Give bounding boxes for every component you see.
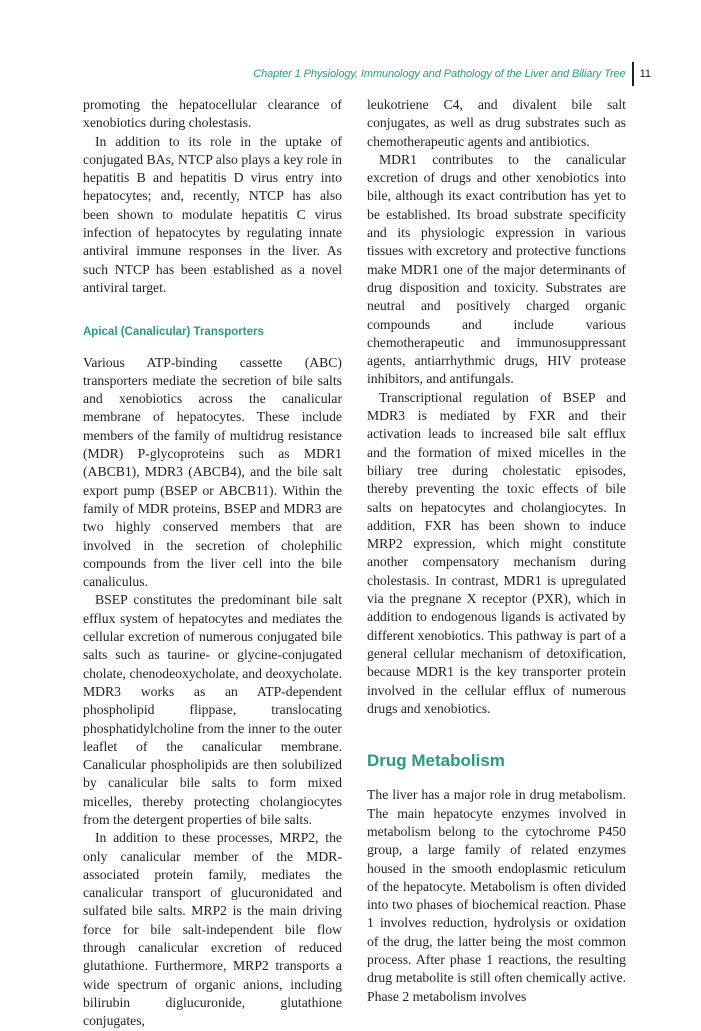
chapter-title: Chapter 1 Physiology, Immunology and Pathology of the Liver and Biliary Tree [253, 68, 626, 80]
paragraph: BSEP constitutes the predominant bile salt efflux system of hepatocytes and mediates the cellular excretion of numerous conjugated bile salts such as taurine- or glycine-conjugated cholate, chenodeoxycholate, and deoxycholate. MDR3 works as an ATP-dependent phospholipid flippase, translocating phosphatidylcholine from the inner to the outer leaflet of the canalicular membrane. Canalicular phospholipids are then solubilized by canalicular bile salts to form mixed micelles, thereby protecting cholangiocytes from the detergent properties of bile salts. [83, 592, 342, 827]
paragraph: Transcriptional regulation of BSEP and MDR3 is mediated by FXR and their activation leads to increased bile salt efflux and the formation of mixed micelles in the biliary tree during cholestatic episodes, thereby preventing the toxic effects of bile salts on hepatocytes and cholangiocytes. In addition, FXR has been shown to induce MRP2 expression, which might constitute another compensatory mechanism during cholestasis. In contrast, MDR1 is upregulated via the pregnane X receptor (PXR), which in addition to endogenous ligands is activated by different xenobiotics. This pathway is part of a general cellular mechanism of detoxification, because MDR1 is the key transporter protein involved in the cellular efflux of numerous drugs and xenobiotics. [367, 389, 626, 716]
paragraph: leukotriene C4, and divalent bile salt conjugates, as well as drug substrates such as chemotherapeutic agents and antibiotics. [367, 97, 626, 149]
paragraph: promoting the hepatocellular clearance of xenobiotics during cholestasis. [83, 97, 342, 131]
right-column [367, 96, 626, 1006]
paragraph: In addition to its role in the uptake of conjugated BAs, NTCP also plays a key role in hepatitis B and hepatitis D virus entry into hepatocytes; and, recently, NTCP has also been shown to modulate hepatitis C virus infection of hepatocytes by regulating innate antiviral immune responses in the liver. As such NTCP has been established as a novel antiviral target. [83, 133, 342, 295]
page-number: 11 [639, 68, 651, 80]
paragraph: Various ATP-binding cassette (ABC) transporters mediate the secretion of bile salts and xenobiotics across the canalicular membrane of hepatocytes. These include members of the family of multidrug resistance (MDR) P-glycoproteins such as MDR1 (ABCB1), MDR3 (ABCB4), and the bile salt export pump (BSEP or ABCB11). Within the family of MDR proteins, BSEP and MDR3 are two highly conserved members that are involved in the secretion of cholephilic compounds from the liver cell into the bile canaliculus. [83, 354, 342, 590]
paragraph: The liver has a major role in drug metabolism. The main hepatocyte enzymes involved in metabolism belong to the cytochrome P450 group, a large family of related enzymes housed in the smooth endoplasmic reticulum of the hepatocyte. Metabolism is often divided into two phases of biochemical reaction. Phase 1 involves reduction, hydrolysis or oxidation of the drug, the latter being the most common process. After phase 1 reactions, the resulting drug metabolite is still often chemically active. Phase 2 metabolism involves [367, 787, 626, 1004]
paragraph: In addition to these processes, MRP2, the only canalicular member of the MDR-associated protein family, mediates the canalicular transport of glucuronidated and sulfated bile salts. MRP2 is the main driving force for bile salt-independent bile flow through canalicular excretion of reduced glutathione. Furthermore, MRP2 transports a wide spectrum of organic anions, including bilirubin diglucuronide, glutathione conjugates, [83, 830, 342, 1029]
subheading: Apical (Canalicular) Transporters [83, 326, 264, 339]
header-divider [632, 62, 634, 86]
running-header [253, 64, 651, 84]
section-heading: Drug Metabolism [367, 751, 505, 771]
paragraph: MDR1 contributes to the canalicular excretion of drugs and other xenobiotics into bile, although its exact contribution has yet to be established. Its broad substrate specificity and its physiologic expression in various tissues with excretory and protective functions make MDR1 one of the major determinants of drug disposition and toxicity. Substrates are neutral and positively charged organic compounds and include various chemotherapeutic and immunosuppressant agents, antiarrhythmic drugs, HIV protease inhibitors, and antifungals. [367, 151, 626, 387]
left-column [83, 96, 342, 1031]
